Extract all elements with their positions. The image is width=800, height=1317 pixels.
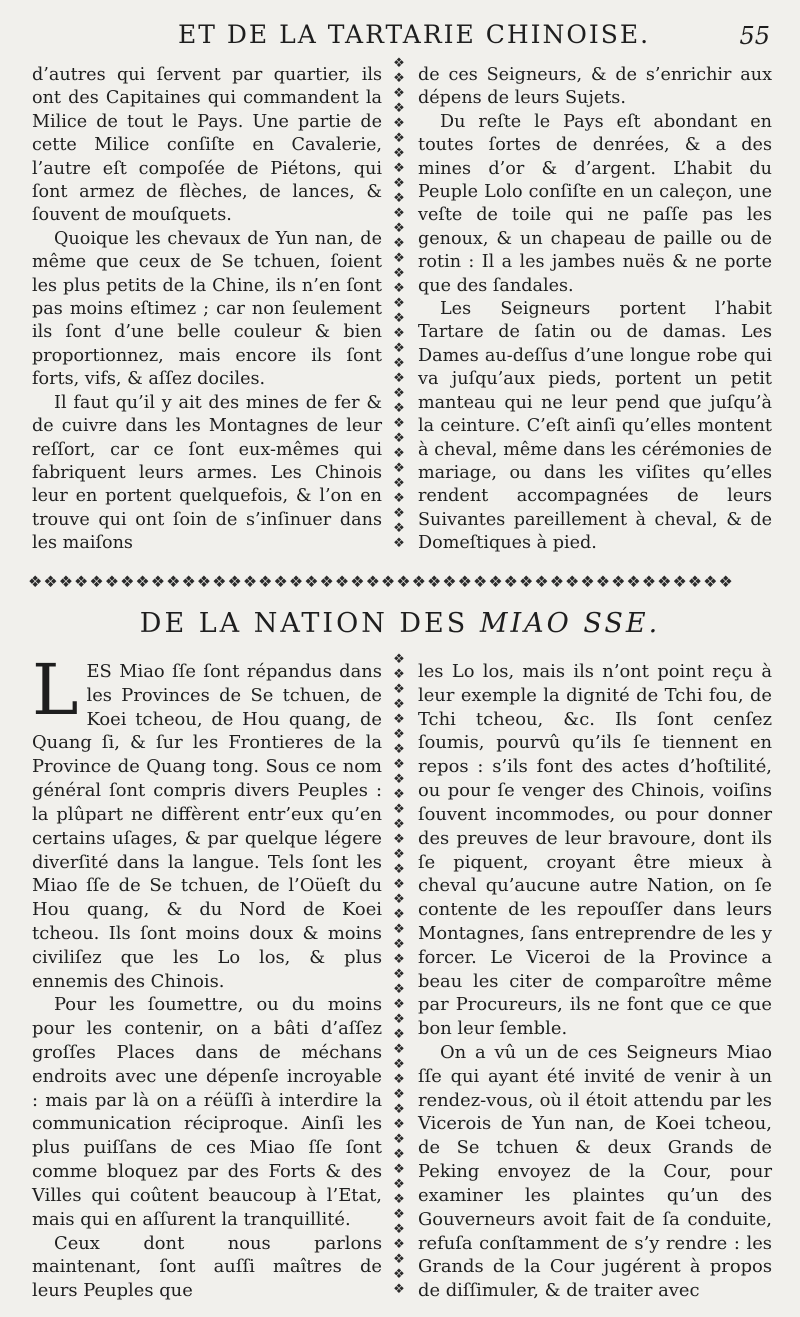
top-right-column xyxy=(418,64,772,556)
section-heading-prefix: DE LA NATION DES xyxy=(139,608,469,639)
paragraph-text: ES Miao ſſe ſont répandus dans les Provinces de Se tchuen, de Koei tcheou, de Hou quang, de Quang ſi, & ſur les Frontieres de la Province de Quang tong. Sous ce nom général ſont compris divers Peuples : la plûpart ne diffèrent entr’eux qu’en certains uſages, & par quelque légere diverſité dans la langue. Tels ſont les Miao ſſe de Se tchuen, de l’Oüeſt du Hou quang, & du Nord de Koei tcheou. Ils ſont moins doux & moins civiliſez que les Lo los, & plus ennemis des Chinois. xyxy=(32,661,382,992)
section-heading xyxy=(0,608,800,639)
running-title: ET DE LA TARTARIE CHINOISE. xyxy=(178,20,651,49)
top-left-column xyxy=(32,64,382,556)
paragraph: Du reſte le Pays eſt abondant en toutes ſortes de denrées, & a des mines d’or & d’argent. L’habit du Peuple Lolo conſiſte en un caleçon, une veſte de toile qui ne paſſe pas les genoux, & un chapeau de paille ou de rotin : Il a les jambes nuës & ne porte que des ſandales. xyxy=(418,111,772,296)
vertical-ornament-rule: ❖ ❖ ❖ ❖ ❖ ❖ ❖ ❖ ❖ ❖ ❖ ❖ ❖ ❖ ❖ ❖ ❖ ❖ ❖ ❖ ❖ ❖ ❖ ❖ ❖ ❖ ❖ ❖ ❖ ❖ ❖ ❖ ❖ ❖ ❖ ❖ ❖ ❖ ❖ ❖ ❖ ❖ ❖ xyxy=(393,652,405,1297)
vertical-ornament-rule: ❖ ❖ ❖ ❖ ❖ ❖ ❖ ❖ ❖ ❖ ❖ ❖ ❖ ❖ ❖ ❖ ❖ ❖ ❖ ❖ ❖ ❖ ❖ ❖ ❖ ❖ ❖ ❖ ❖ ❖ ❖ ❖ ❖ xyxy=(393,56,405,551)
paragraph: les Lo los, mais ils n’ont point reçu à leur exemple la dignité de Tchi fou, de Tchi tcheou, &c. Ils ſont cenſez ſoumis, pourvû qu’ils ſe tiennent en repos : s’ils font des actes d’hoſtilité, ou pour ſe venger des Chinois, voiſins ſouvent incommodes, ou pour donner des preuves de leur bravoure, dont ils ſe piquent, croyant être mieux à cheval qu’aucune autre Nation, on ſe contente de les repouſſer dans leurs Montagnes, ſans entreprendre de les y forcer. Le Viceroi de la Province a beau les citer de comparoître même par Procureurs, ils ne font que ce que bon leur ſemble. xyxy=(418,661,772,1040)
section-heading-name: MIAO SSE. xyxy=(479,608,661,639)
bottom-right-column xyxy=(418,660,772,1303)
paragraph: Ceux dont nous parlons maintenant, ſont auſſi maîtres de leurs Peuples que xyxy=(32,1232,382,1302)
horizontal-ornament-rule: ❖❖❖❖❖❖❖❖❖❖❖❖❖❖❖❖❖❖❖❖❖❖❖❖❖❖❖❖❖❖❖❖❖❖❖❖❖❖❖❖❖❖❖❖❖❖ xyxy=(28,572,734,591)
drop-cap: L xyxy=(32,649,79,731)
paragraph: Quoique les chevaux de Yun nan, de même que ceux de Se tchuen, ſoient les plus petits de la Chine, ils n’en ſont pas moins eſtimez ; car non ſeulement ils ſont d’une belle couleur & bien proportionnez, mais encore ils ſont forts, vifs, & aſſez dociles. xyxy=(32,228,382,390)
paragraph: Il faut qu’il y ait des mines de fer & de cuivre dans les Montagnes de leur reſſort, car ce ſont eux-mêmes qui fabriquent leurs armes. Les Chinois leur en portent quelquefois, & l’on en trouve qui ont ſoin de s’inſinuer dans les maiſons xyxy=(32,392,382,554)
bottom-left-column xyxy=(32,649,382,1303)
page-number: 55 xyxy=(739,22,770,50)
paragraph: Pour les ſoumettre, ou du moins pour les contenir, on a bâti d’aſſez groſſes Places dans de méchans endroits avec une dépenſe incroyable : mais par là on a réüſſi à interdire la communication réciproque. Ainſi les plus puiſſans de ces Miao ſſe ſont comme bloquez par des Forts & des Villes qui coûtent beaucoup à l’Etat, mais qui en aſſurent la tranquillité. xyxy=(32,994,382,1230)
paragraph: de ces Seigneurs, & de s’enrichir aux dépens de leurs Sujets. xyxy=(418,65,772,109)
paragraph: Les Seigneurs portent l’habit Tartare de ſatin ou de damas. Les Dames au-deſſus d’une longue robe qui va juſqu’aux pieds, portent un petit manteau qui ne leur pend que juſqu’à la ceinture. C’eſt ainſi qu’elles montent à cheval, même dans les cérémonies de mariage, ou dans les viſites qu’elles rendent accompagnées de leurs Suivantes pareillement à cheval, & de Domeſtiques à pied. xyxy=(418,299,772,554)
paragraph xyxy=(32,649,382,993)
paragraph: On a vû un de ces Seigneurs Miao ſſe qui ayant été invité de venir à un rendez-vous, où il étoit attendu par les Vicerois de Yun nan, de Koei tcheou, de Se tchuen & deux Grands de Peking envoyez de la Cour, pour examiner les plaintes qu’un des Gouverneurs avoit fait de ſa conduite, refuſa conſtamment de s’y rendre : les Grands de la Cour jugérent à propos de diſſimuler, & de traiter avec xyxy=(418,1042,772,1302)
paragraph: d’autres qui ſervent par quartier, ils ont des Capitaines qui commandent la Milice de tout le Pays. Une partie de cette Milice conſiſte en Cavalerie, l’autre eſt compoſée de Piétons, qui ſont armez de flèches, de lances, & ſouvent de mouſquets. xyxy=(32,65,382,226)
